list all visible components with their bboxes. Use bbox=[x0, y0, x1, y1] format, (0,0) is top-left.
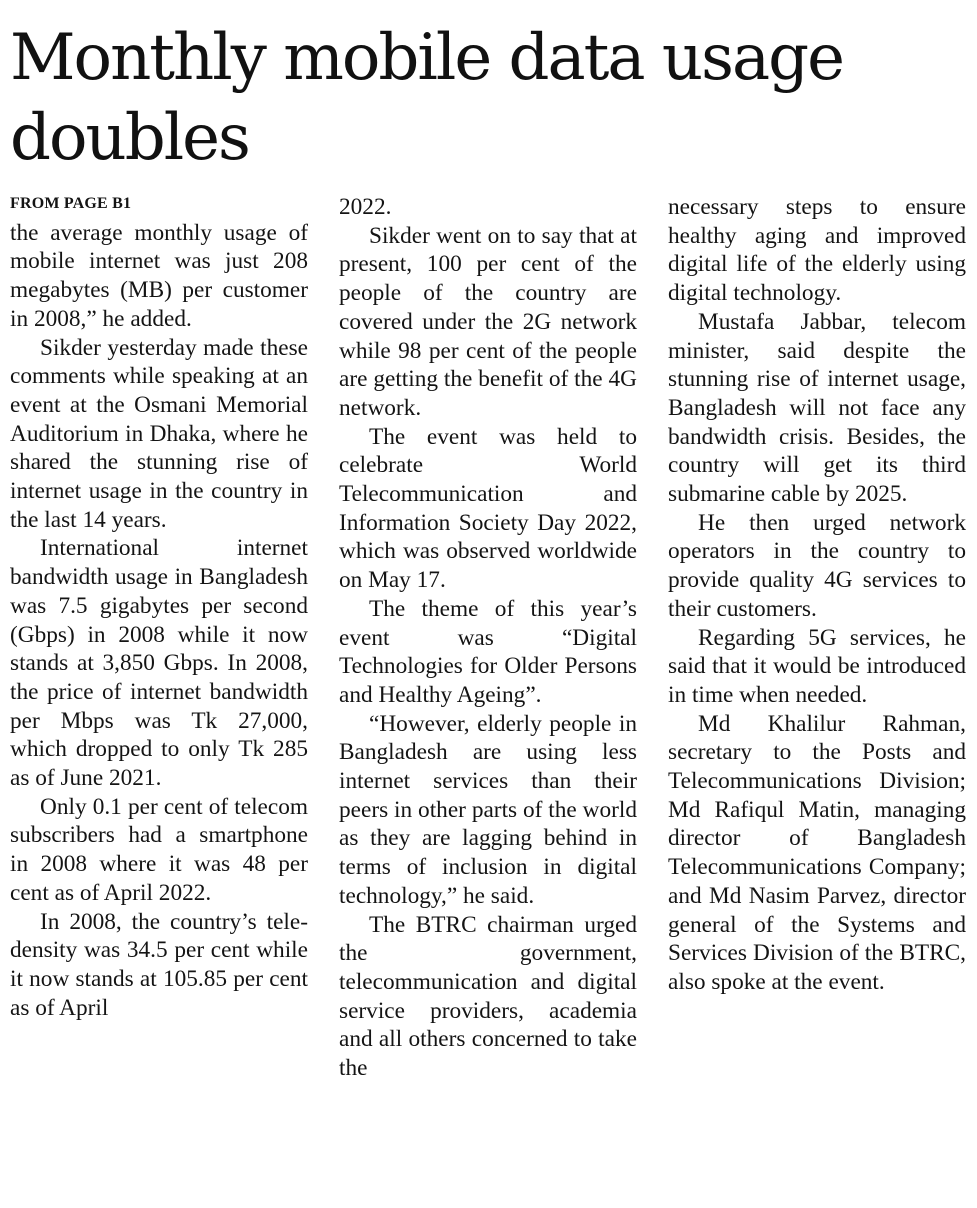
paragraph: “However, elderly people in Bangladesh are using less internet services than their peers in other parts of the world as they are lagging behind in terms of inclusion in digital technology,” he said. bbox=[339, 710, 637, 909]
paragraph: 2022. bbox=[339, 194, 392, 220]
article-column-1 bbox=[10, 193, 308, 1022]
paragraph: The theme of this year’s event was “Digital Technologies for Older Persons and Healthy Ageing”. bbox=[339, 595, 637, 708]
kicker-from-page: FROM PAGE B1 bbox=[10, 195, 132, 212]
paragraph: The event was held to celebrate World Telecommunication and Information Society Day 2022, which was observed worldwide on May 17. bbox=[339, 423, 637, 594]
headline: Monthly mobile data usage doubles bbox=[10, 21, 843, 175]
article-column-3 bbox=[668, 193, 966, 997]
paragraph: International internet bandwidth usage in Bangladesh was 7.5 gigabytes per second (Gbps) in 2008 while it now stands at 3,850 Gbps. In 2008, the price of internet bandwidth per Mbps was Tk 27,000, which dropped to only Tk 285 as of June 2021. bbox=[10, 535, 308, 792]
paragraph: In 2008, the country’s tele-density was 34.5 per cent while it now stands at 105.85 per cent as of April bbox=[10, 908, 308, 1021]
paragraph: Regarding 5G services, he said that it would be introduced in time when needed. bbox=[668, 624, 966, 708]
paragraph: Mustafa Jabbar, telecom minister, said despite the stunning rise of internet usage, Bangladesh will not face any bandwidth crisis. Besides, the country will get its third submarine cable by 2025. bbox=[668, 308, 966, 508]
paragraph: The BTRC chairman urged the government, telecommunication and digital service providers, academia and all others concerned to take the bbox=[339, 911, 637, 1082]
paragraph: He then urged network operators in the country to provide quality 4G services to their customers. bbox=[668, 509, 966, 622]
article-column-2 bbox=[339, 193, 637, 1083]
paragraph: Md Khalilur Rahman, secretary to the Posts and Telecommunications Division; Md Rafiqul Matin, managing director of Bangladesh Telecommunications Company; and Md Nasim Parvez, director general of the Systems and Services Division of the BTRC, also spoke at the event. bbox=[668, 710, 966, 995]
paragraph: Sikder yesterday made these comments while speaking at an event at the Osmani Memorial Auditorium in Dhaka, where he shared the stunning rise of internet usage in the country in the last 14 years. bbox=[10, 334, 308, 533]
paragraph: Sikder went on to say that at present, 100 per cent of the people of the country are covered under the 2G network while 98 per cent of the people are getting the benefit of the 4G network. bbox=[339, 222, 637, 421]
paragraph: necessary steps to ensure healthy aging and improved digital life of the elderly using digital technology. bbox=[668, 194, 966, 307]
paragraph: Only 0.1 per cent of telecom subscribers had a smartphone in 2008 where it was 48 per cent as of April 2022. bbox=[10, 793, 308, 906]
paragraph: the average monthly usage of mobile internet was just 208 megabytes (MB) per customer in 2008,” he added. bbox=[10, 219, 308, 332]
